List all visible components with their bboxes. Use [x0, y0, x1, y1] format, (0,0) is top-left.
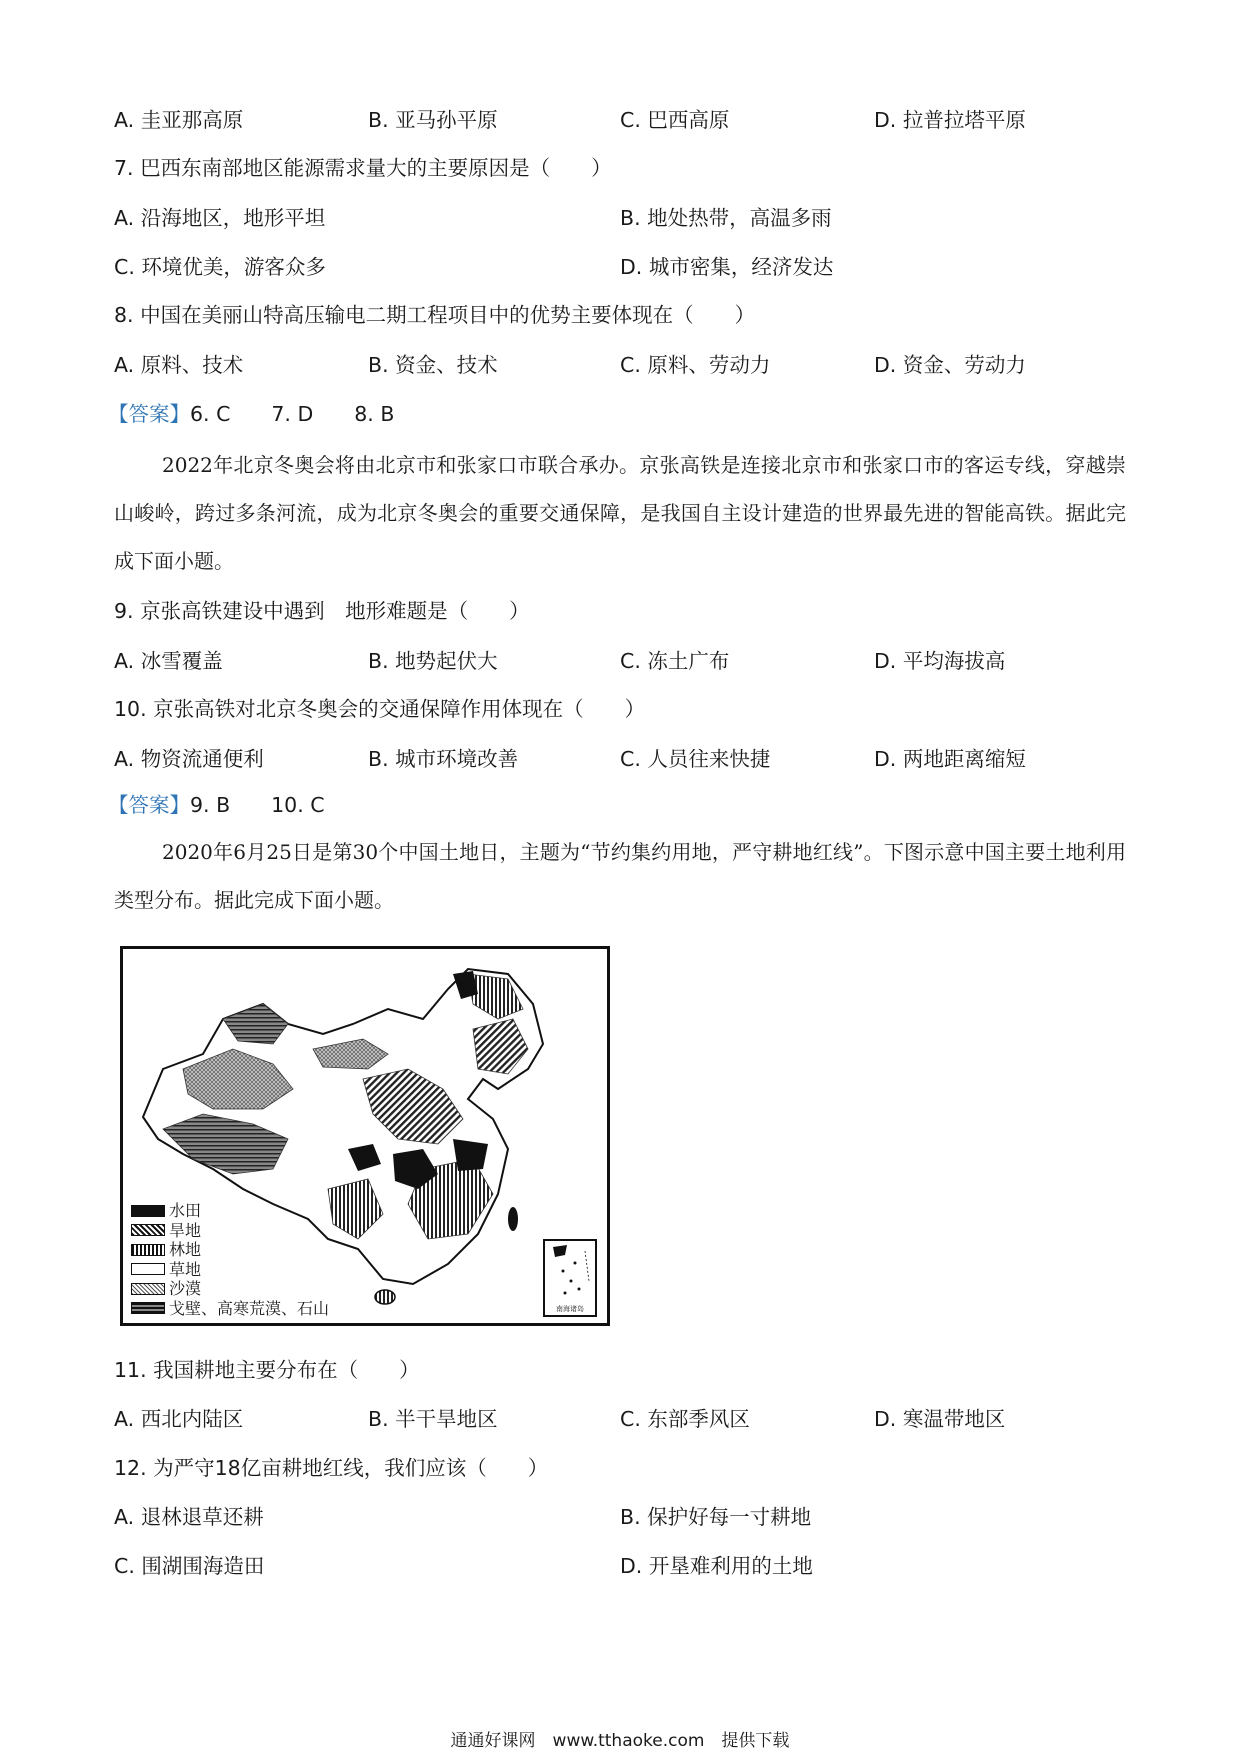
q7-stem: 7. 巴西东南部地区能源需求量大的主要原因是（ ） — [114, 156, 612, 180]
answer-text: 9. B 10. C — [190, 793, 325, 817]
q7-option-c: C. 环境优美，游客众多 — [114, 255, 326, 279]
q12-option-b: B. 保护好每一寸耕地 — [620, 1505, 812, 1529]
q9-option-a: A. 冰雪覆盖 — [114, 649, 223, 673]
q7-option-d: D. 城市密集，经济发达 — [620, 255, 834, 279]
answer-tag: 【答案】 — [108, 793, 190, 817]
answer-9-10 — [108, 791, 325, 819]
q11-option-b: B. 半干旱地区 — [368, 1407, 498, 1431]
grassland-swatch-icon — [131, 1263, 165, 1275]
q9-option-b: B. 地势起伏大 — [368, 649, 498, 673]
inset-label: 南海诸岛 — [556, 1305, 584, 1313]
page-footer: 通通好课网 www.tthaoke.com 提供下载 — [450, 1731, 790, 1751]
china-land-use-map — [120, 946, 610, 1326]
q10-option-c: C. 人员往来快捷 — [620, 747, 771, 771]
q7-option-a: A. 沿海地区，地形平坦 — [114, 206, 326, 230]
q6-option-a: A. 圭亚那高原 — [114, 108, 244, 132]
q8-stem: 8. 中国在美丽山特高压输电二期工程项目中的优势主要体现在（ ） — [114, 303, 756, 327]
q11-option-d: D. 寒温带地区 — [874, 1407, 1006, 1431]
q6-option-d: D. 拉普拉塔平原 — [874, 108, 1026, 132]
q9-stem: 9. 京张高铁建设中遇到 地形难题是（ ） — [114, 599, 530, 623]
map-legend — [131, 1201, 329, 1318]
dry-land-swatch-icon — [131, 1224, 165, 1236]
legend-forest: 林地 — [131, 1240, 329, 1260]
legend-dry-land: 旱地 — [131, 1221, 329, 1241]
q12-option-d: D. 开垦难利用的土地 — [620, 1554, 813, 1578]
q8-option-a: A. 原料、技术 — [114, 353, 244, 377]
passage-beijing-zhangjiakou: 2022年北京冬奥会将由北京市和张家口市联合承办。京张高铁是连接北京市和张家口市的客运专线，穿越崇山峻岭，跨过多条河流，成为北京冬奥会的重要交通保障，是我国自主设计建造的世界最先进的智能高铁。据此完成下面小题。 — [114, 453, 1126, 573]
q11-stem: 11. 我国耕地主要分布在（ ） — [114, 1358, 420, 1382]
answer-6-8 — [108, 400, 394, 428]
q12-option-a: A. 退林退草还耕 — [114, 1505, 264, 1529]
q10-option-a: A. 物资流通便利 — [114, 747, 264, 771]
q12-option-c: C. 围湖围海造田 — [114, 1554, 265, 1578]
q11-option-a: A. 西北内陆区 — [114, 1407, 244, 1431]
answer-text: 6. C 7. D 8. B — [190, 402, 395, 426]
legend-paddy: 水田 — [131, 1201, 329, 1221]
answer-tag: 【答案】 — [108, 402, 190, 426]
q10-stem: 10. 京张高铁对北京冬奥会的交通保障作用体现在（ ） — [114, 697, 646, 721]
q9-option-d: D. 平均海拔高 — [874, 649, 1006, 673]
legend-grassland: 草地 — [131, 1260, 329, 1280]
passage-land-day: 2020年6月25日是第30个中国土地日，主题为“节约集约用地，严守耕地红线”。下图示意中国主要土地利用类型分布。据此完成下面小题。 — [114, 840, 1126, 912]
legend-gobi: 戈壁、高寒荒漠、石山 — [131, 1299, 329, 1319]
south-china-sea-inset — [543, 1239, 597, 1317]
q11-option-c: C. 东部季风区 — [620, 1407, 750, 1431]
q7-option-b: B. 地处热带，高温多雨 — [620, 206, 832, 230]
q8-option-d: D. 资金、劳动力 — [874, 353, 1026, 377]
q6-option-b: B. 亚马孙平原 — [368, 108, 498, 132]
q8-option-c: C. 原料、劳动力 — [620, 353, 771, 377]
q8-option-b: B. 资金、技术 — [368, 353, 498, 377]
q9-option-c: C. 冻土广布 — [620, 649, 730, 673]
desert-swatch-icon — [131, 1283, 165, 1295]
q10-option-b: B. 城市环境改善 — [368, 747, 519, 771]
legend-desert: 沙漠 — [131, 1279, 329, 1299]
q12-stem: 12. 为严守18亿亩耕地红线，我们应该（ ） — [114, 1456, 549, 1480]
paddy-swatch-icon — [131, 1205, 165, 1217]
q10-option-d: D. 两地距离缩短 — [874, 747, 1026, 771]
forest-swatch-icon — [131, 1244, 165, 1256]
gobi-swatch-icon — [131, 1302, 165, 1314]
q6-option-c: C. 巴西高原 — [620, 108, 730, 132]
